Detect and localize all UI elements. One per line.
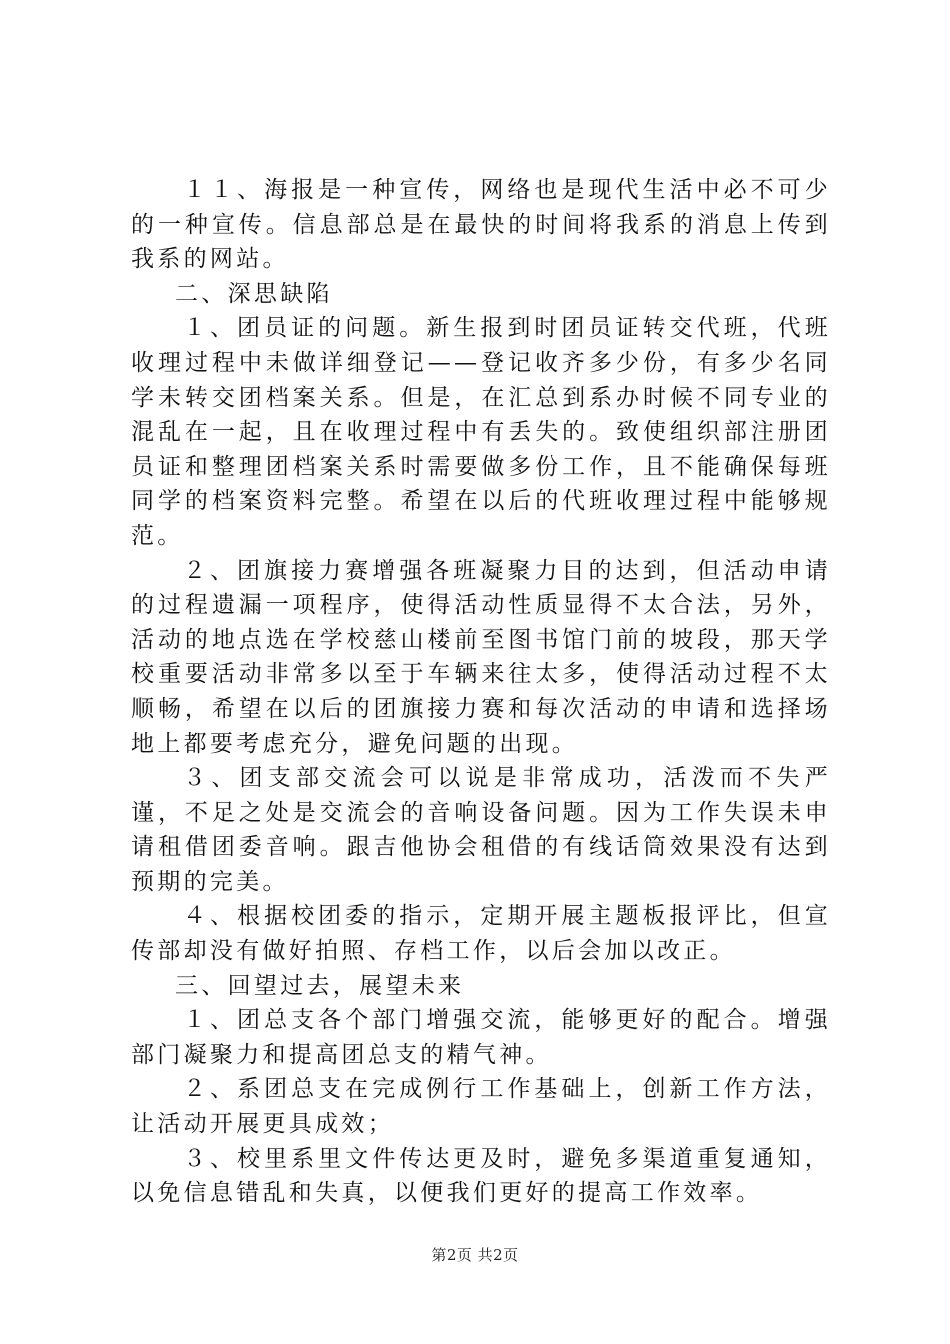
paragraph-item-2-innovation: ２、系团总支在完成例行工作基础上，创新工作方法，让活动开展更具成效； <box>131 1076 831 1138</box>
paragraph-item-11-posters: １１、海报是一种宣传，网络也是现代生活中必不可少的一种宣传。信息部总是在最快的时间将我系的消息上传到我系的网站。 <box>131 177 831 273</box>
document-body <box>131 173 831 1211</box>
paragraph-item-1-member-cards: １、团员证的问题。新生报到时团员证转交代班，代班收理过程中未做详细登记——登记收齐多少份，有多少名同学未转交团档案关系。但是，在汇总到系办时候不同专业的混乱在一起，且在收理过程中有丢失的。致使组织部注册团员证和整理团档案关系时需要做多份工作，且不能确保每班同学的档案资料完整。希望在以后的代班收理过程中能够规范。 <box>131 315 831 549</box>
paragraph-item-3-exchange-meeting: ３、团支部交流会可以说是非常成功，活泼而不失严谨，不足之处是交流会的音响设备问题。因为工作失误未申请租借团委音响。跟吉他协会租借的有线话筒效果没有达到预期的完美。 <box>131 765 831 895</box>
paragraph-item-3-communication: ３、校里系里文件传达更及时，避免多渠道重复通知，以免信息错乱和失真，以便我们更好的提高工作效率。 <box>131 1145 831 1207</box>
section-heading-look-forward: 三、回望过去，展望未来 <box>175 972 465 999</box>
paragraph-item-1-departments: １、团总支各个部门增强交流，能够更好的配合。增强部门凝聚力和提高团总支的精气神。 <box>131 1007 831 1068</box>
paragraph-item-4-blackboard-contest: ４、根据校团委的指示，定期开展主题板报评比，但宣传部却没有做好拍照、存档工作，以后会加以改正。 <box>131 903 831 965</box>
section-heading-reflect-shortcomings: 二、深思缺陷 <box>175 280 333 307</box>
page-number-footer: 第2页 共2页 <box>431 1246 519 1264</box>
paragraph-item-2-relay-race: ２、团旗接力赛增强各班凝聚力目的达到，但活动申请的过程遗漏一项程序，使得活动性质显得不太合法，另外，活动的地点选在学校慈山楼前至图书馆门前的坡段，那天学校重要活动非常多以至于车辆来往太多，使得活动过程不太顺畅，希望在以后的团旗接力赛和每次活动的申请和选择场地上都要考虑充分，避免问题的出现。 <box>131 557 831 757</box>
